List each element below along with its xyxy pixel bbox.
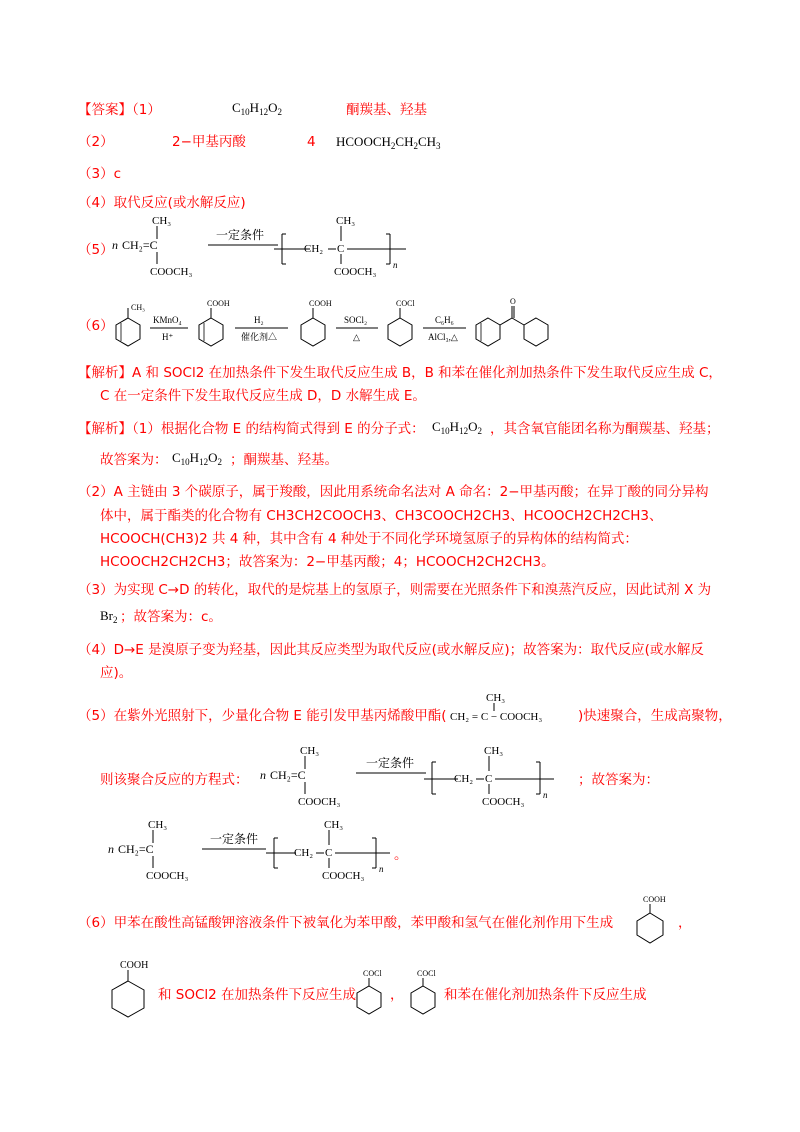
p5-reaction-diagram-1 bbox=[258, 742, 578, 812]
q5-reaction-diagram bbox=[110, 212, 430, 282]
p6-text-b: ， bbox=[678, 915, 692, 931]
svg-text:C: C bbox=[485, 773, 493, 785]
svg-text:CH₃: CH₃ bbox=[486, 692, 506, 704]
p5-text-d: ；故答案为： bbox=[578, 772, 659, 788]
monomer-ch3: CH₃ bbox=[152, 215, 172, 227]
svg-text:COCl: COCl bbox=[396, 299, 415, 308]
svg-text:COOCH₃: COOCH₃ bbox=[298, 796, 341, 808]
q1-groups: 酮羰基、羟基 bbox=[346, 102, 427, 118]
p1-formula: $C_{10}H_{12}O_2$ bbox=[432, 419, 482, 436]
monomer-n: n bbox=[112, 238, 118, 252]
p6-text-c: 和 SOCl2 在加热条件下反应生成 bbox=[158, 987, 357, 1003]
analysis1-text2: C 在一定条件下发生取代反应生成 D，D 水解生成 E。 bbox=[100, 388, 426, 404]
svg-text:COOCH₃: COOCH₃ bbox=[482, 796, 525, 808]
svg-text:CH₃: CH₃ bbox=[484, 745, 504, 757]
answer-tag: 【答案】 bbox=[78, 102, 132, 118]
p4-text-a: （4）D→E 是溴原子变为羟基，因此其反应类型为取代反应(或水解反应)；故答案为：取代反应(或水解反 bbox=[78, 642, 704, 658]
svg-text:一定条件: 一定条件 bbox=[210, 832, 259, 846]
svg-text:COOH: COOH bbox=[643, 895, 666, 904]
analysis2-tag: 【解析】 bbox=[78, 421, 132, 437]
svg-text:n: n bbox=[108, 842, 114, 856]
q5-number: （5） bbox=[78, 242, 114, 258]
polymer-cooch3: COOCH₃ bbox=[334, 266, 377, 278]
polymer-ch2: CH₂ bbox=[304, 243, 324, 255]
analysis1-line1 bbox=[78, 364, 722, 382]
p2-text-c: HCOOCH(CH3)2 共 4 种，其中含有 4 种处于不同化学环境氢原子的异构体的结构简式： bbox=[100, 531, 638, 547]
toluene-structure bbox=[116, 303, 145, 346]
hplus-label: H⁺ bbox=[162, 332, 174, 342]
svg-text:n: n bbox=[379, 864, 384, 874]
analysis1-text1: A 和 SOCl2 在加热条件下发生取代反应生成 B，B 和苯在催化剂加热条件下发生取代反应生成 C， bbox=[132, 365, 722, 381]
p1-answer-formula: $C_{10}H_{12}O_2$ bbox=[172, 450, 222, 467]
p5-text-e: 。 bbox=[394, 847, 408, 863]
q2-number: （2） bbox=[78, 134, 114, 150]
svg-text:CH₂=C: CH₂=C bbox=[118, 842, 154, 856]
q1-number: （1） bbox=[132, 102, 161, 118]
svg-text:C: C bbox=[325, 847, 333, 859]
p2-text-a: （2）A 主链由 3 个碳原子，属于羧酸，因此用系统命名法对 A 命名：2−甲基丙酸；在异丁酸的同分异构 bbox=[78, 484, 709, 500]
p3-formula: $Br_2$ bbox=[100, 608, 118, 625]
arrow-condition: 一定条件 bbox=[216, 228, 265, 242]
benzoic-acid-structure bbox=[199, 299, 230, 346]
svg-text:CH₃: CH₃ bbox=[324, 819, 344, 831]
p5-reaction-diagram-2 bbox=[106, 816, 406, 886]
svg-text:CH₂=C: CH₂=C bbox=[270, 768, 306, 782]
acyl-chloride-structure bbox=[388, 299, 415, 346]
p4-text-b: 应)。 bbox=[100, 665, 133, 681]
alcl3-label: AlCl₃,△ bbox=[428, 332, 458, 342]
p1-text-d: ；酮羰基、羟基。 bbox=[230, 452, 338, 468]
q4-answer: （4）取代反应(或水解反应) bbox=[78, 195, 246, 211]
p6-cyclohexane-acid-2 bbox=[102, 958, 158, 1022]
q1-formula: $C_{10}H_{12}O_2$ bbox=[232, 100, 282, 117]
q6-synthesis-route bbox=[108, 288, 588, 358]
kmno4-label: KMnO₄ bbox=[153, 315, 182, 325]
q6-number: （6） bbox=[78, 318, 114, 334]
svg-text:n: n bbox=[260, 768, 266, 782]
polymer-subscript-n: n bbox=[393, 260, 398, 270]
svg-text:一定条件: 一定条件 bbox=[366, 756, 415, 770]
svg-text:CH₂ = C − COOCH₃: CH₂ = C − COOCH₃ bbox=[450, 711, 543, 723]
p6-text-a: （6）甲苯在酸性高锰酸钾溶液条件下被氧化为苯甲酸，苯甲酸和氢气在催化剂作用下生成 bbox=[78, 915, 614, 931]
p1-text-a: （1）根据化合物 E 的结构简式得到 E 的分子式： bbox=[132, 421, 425, 437]
svg-text:CH₂: CH₂ bbox=[294, 847, 314, 859]
socl2-label: SOCl₂ bbox=[344, 315, 368, 325]
svg-text:n: n bbox=[543, 790, 548, 800]
p1-answer-label: 故答案为： bbox=[100, 452, 168, 468]
p5-text-c: 则该聚合反应的方程式： bbox=[100, 772, 249, 788]
polymer-ch3: CH₃ bbox=[336, 215, 356, 227]
polymer-c: C bbox=[337, 243, 345, 255]
svg-text:O: O bbox=[510, 297, 516, 306]
p5-monomer-structure bbox=[448, 690, 578, 723]
p6-acyl-chloride-2 bbox=[404, 968, 444, 1020]
svg-text:COOCH₃: COOCH₃ bbox=[322, 870, 365, 882]
p6-acyl-chloride-1 bbox=[350, 968, 390, 1020]
q3-answer: （3）c bbox=[78, 166, 122, 182]
p6-cyclohexane-acid-1 bbox=[628, 893, 678, 949]
cyclohexane-acid-structure bbox=[301, 299, 332, 346]
svg-text:COCl: COCl bbox=[417, 969, 436, 978]
c6h6-label: C₆H₆ bbox=[435, 315, 454, 325]
p1-text-b: ，其含氧官能团名称为酮羰基、羟基； bbox=[490, 421, 720, 437]
q2-count: 4 bbox=[307, 134, 316, 150]
p5-text-a: （5）在紫外光照射下，少量化合物 E 能引发甲基丙烯酸甲酯( bbox=[78, 708, 447, 724]
p1-text-c bbox=[100, 451, 168, 469]
svg-text:COCl: COCl bbox=[363, 969, 382, 978]
p6-text-e: 和苯在催化剂加热条件下反应生成 bbox=[444, 987, 647, 1003]
ketone-product-structure bbox=[476, 297, 548, 346]
analysis2-p1 bbox=[78, 420, 425, 438]
h2-label: H₂ bbox=[254, 315, 264, 325]
p2-text-d: HCOOCH2CH2CH3；故答案为：2−甲基丙酸；4；HCOOCH2CH2CH3。 bbox=[100, 554, 555, 570]
svg-text:CH₂: CH₂ bbox=[454, 773, 474, 785]
p2-text-b: 体中，属于酯类的化合物有 CH3CH2COOCH3、CH3COOCH2CH3、HCOOCH2CH2CH3、 bbox=[100, 508, 663, 524]
p3-text-b: ；故答案为：c。 bbox=[120, 609, 222, 625]
p3-text-a: （3）为实现 C→D 的转化，取代的是烷基上的氢原子，则需要在光照条件下和溴蒸汽反应，因此试剂 X 为 bbox=[78, 582, 712, 598]
monomer-cooch3: COOCH₃ bbox=[150, 266, 193, 278]
svg-text:COOCH₃: COOCH₃ bbox=[146, 870, 189, 882]
svg-text:CH₃: CH₃ bbox=[148, 819, 168, 831]
svg-text:COOH: COOH bbox=[207, 299, 230, 308]
p5-text-b: )快速聚合，生成高聚物， bbox=[578, 708, 732, 724]
svg-text:CH₃: CH₃ bbox=[300, 745, 320, 757]
svg-text:COOH: COOH bbox=[120, 960, 149, 971]
p6-text-d: ， bbox=[390, 987, 404, 1003]
svg-text:COOH: COOH bbox=[309, 299, 332, 308]
monomer-ch2: CH₂=C bbox=[122, 238, 158, 252]
answer-line-1 bbox=[78, 101, 161, 119]
q2-name: 2−甲基丙酸 bbox=[172, 134, 246, 150]
analysis1-tag: 【解析】 bbox=[78, 365, 132, 381]
svg-text:CH₃: CH₃ bbox=[131, 303, 145, 312]
q2-formula: $HCOOCH_2CH_2CH_3$ bbox=[336, 134, 441, 151]
catalyst-label: 催化剂△ bbox=[241, 332, 278, 342]
delta-label: △ bbox=[353, 332, 360, 342]
